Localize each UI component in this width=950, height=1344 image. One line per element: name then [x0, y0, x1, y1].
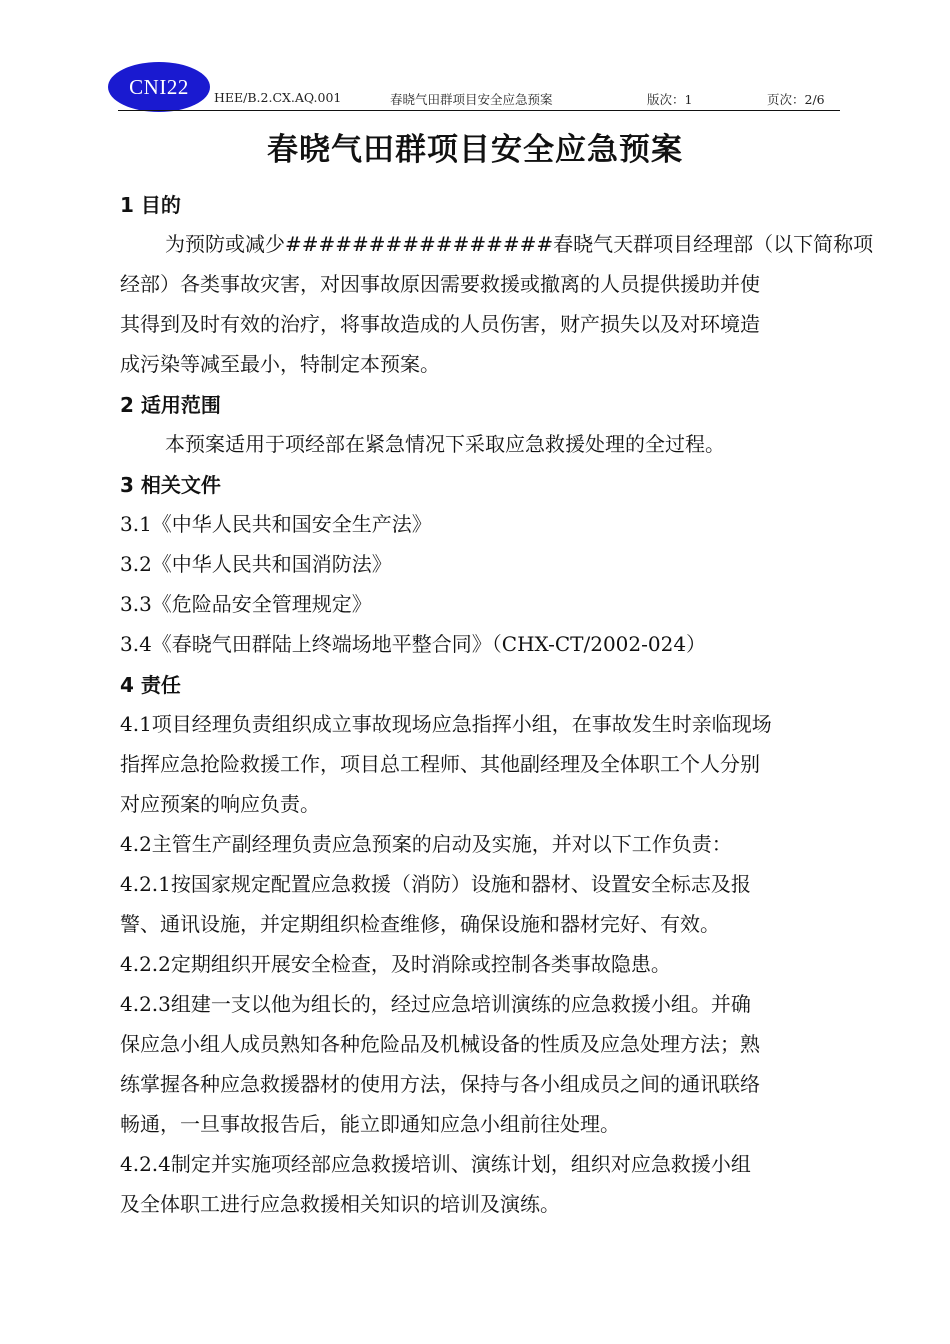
reference-item: 3.3《危险品安全管理规定》: [120, 592, 372, 616]
paragraph-line: 4.2.4制定并实施项经部应急救援培训、演练计划，组织对应急救援小组: [120, 1152, 751, 1176]
paragraph-line: 经部）各类事故灾害，对因事故原因需要救援或撤离的人员提供援助并使: [120, 272, 760, 296]
section-heading-scope: 2 适用范围: [120, 393, 221, 417]
paragraph-line: 及全体职工进行应急救援相关知识的培训及演练。: [120, 1192, 560, 1216]
reference-item: 3.4《春晓气田群陆上终端场地平整合同》（CHX-CT/2002-024）: [120, 632, 707, 656]
paragraph-line: 4.2.2定期组织开展安全检查，及时消除或控制各类事故隐患。: [120, 952, 671, 976]
paragraph-line: 4.1项目经理负责组织成立事故现场应急指挥小组，在事故发生时亲临现场: [120, 712, 772, 736]
paragraph-line: 4.2.1按国家规定配置应急救援（消防）设施和器材、设置安全标志及报: [120, 872, 751, 896]
reference-item: 3.1《中华人民共和国安全生产法》: [120, 512, 432, 536]
paragraph-line: 其得到及时有效的治疗，将事故造成的人员伤害，财产损失以及对环境造: [120, 312, 760, 336]
paragraph-line: 对应预案的响应负责。: [120, 792, 320, 816]
document-title: 春晓气田群项目安全应急预案: [267, 132, 683, 168]
paragraph-line: 4.2主管生产副经理负责应急预案的启动及实施，并对以下工作负责：: [120, 832, 732, 856]
section-heading-references: 3 相关文件: [120, 473, 221, 497]
header-doc-name: 春晓气田群项目安全应急预案: [390, 92, 553, 107]
paragraph-line: 警、通讯设施，并定期组织检查维修，确保设施和器材完好、有效。: [120, 912, 720, 936]
paragraph-line: 指挥应急抢险救援工作，项目总工程师、其他副经理及全体职工个人分别: [120, 752, 760, 776]
paragraph-line: 4.2.3组建一支以他为组长的，经过应急培训演练的应急救援小组。并确: [120, 992, 751, 1016]
paragraph-line: 练掌握各种应急救援器材的使用方法，保持与各小组成员之间的通讯联络: [120, 1072, 760, 1096]
paragraph-line: 成污染等减至最小，特制定本预案。: [120, 352, 440, 376]
page-number: 页次：2/6: [767, 92, 825, 107]
doc-code: HEE/B.2.CX.AQ.001: [214, 90, 342, 105]
version-label: 版次：1: [647, 92, 693, 107]
section-heading-responsibility: 4 责任: [120, 673, 181, 697]
header-divider: [118, 110, 840, 111]
paragraph-line: 畅通，一旦事故报告后，能立即通知应急小组前往处理。: [120, 1112, 620, 1136]
paragraph-line: 为预防或减少################春晓气天群项目经理部（以下简称项: [165, 232, 874, 256]
reference-item: 3.2《中华人民共和国消防法》: [120, 552, 392, 576]
paragraph-line: 保应急小组人成员熟知各种危险品及机械设备的性质及应急处理方法；熟: [120, 1032, 760, 1056]
section-heading-purpose: 1 目的: [120, 193, 181, 217]
page-header: [214, 90, 834, 108]
paragraph-line: 本预案适用于项经部在紧急情况下采取应急救援处理的全过程。: [165, 432, 725, 456]
company-logo: CNI22: [108, 62, 210, 112]
